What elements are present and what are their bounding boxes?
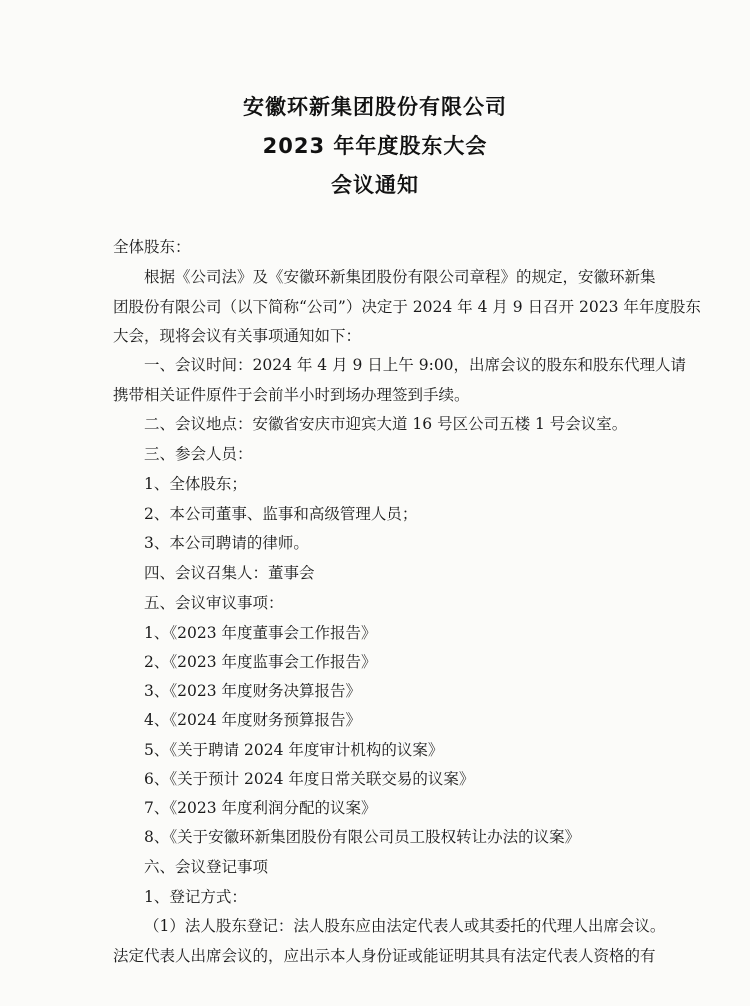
attendees-heading: 三、参会人员： xyxy=(144,445,253,463)
agenda-item: 4、《2024 年度财务预算报告》 xyxy=(144,711,361,729)
agenda-item: 7、《2023 年度利润分配的议案》 xyxy=(144,799,377,817)
meeting-time-cont: 携带相关证件原件于会前半小时到场办理签到手续。 xyxy=(113,386,470,404)
agenda-item: 2、《2023 年度监事会工作报告》 xyxy=(144,653,377,671)
intro-line: 大会，现将会议有关事项通知如下： xyxy=(113,327,362,345)
meeting-location: 二、会议地点：安徽省安庆市迎宾大道 16 号区公司五楼 1 号会议室。 xyxy=(144,415,628,433)
meeting-time: 一、会议时间：2024 年 4 月 9 日上午 9:00，出席会议的股东和股东代理人请 xyxy=(144,356,687,374)
legal-person-registration: （1）法人股东登记：法人股东应由法定代表人或其委托的代理人出席会议。 xyxy=(144,917,666,935)
company-title: 安徽环新集团股份有限公司 xyxy=(243,95,507,119)
agenda-item: 6、《关于预计 2024 年度日常关联交易的议案》 xyxy=(144,770,475,788)
attendee-item: 1、全体股东； xyxy=(144,475,247,493)
salutation: 全体股东： xyxy=(113,238,191,256)
meeting-title: 2023 年年度股东大会 xyxy=(262,134,488,158)
agenda-item: 3、《2023 年度财务决算报告》 xyxy=(144,682,361,700)
intro-line: 根据《公司法》及《安徽环新集团股份有限公司章程》的规定，安徽环新集 xyxy=(144,268,656,286)
convener: 四、会议召集人：董事会 xyxy=(144,564,315,582)
registration-method: 1、登记方式： xyxy=(144,888,247,906)
registration-heading: 六、会议登记事项 xyxy=(144,858,269,876)
notice-title: 会议通知 xyxy=(331,173,419,197)
agenda-item: 1、《2023 年度董事会工作报告》 xyxy=(144,624,377,642)
attendee-item: 3、本公司聘请的律师。 xyxy=(144,534,309,552)
intro-line: 团股份有限公司（以下简称“公司”）决定于 2024 年 4 月 9 日召开 2023 年年度股东 xyxy=(113,298,701,316)
attendee-item: 2、本公司董事、监事和高级管理人员； xyxy=(144,505,418,523)
agenda-item: 8、《关于安徽环新集团股份有限公司员工股权转让办法的议案》 xyxy=(144,828,581,846)
legal-person-registration-cont: 法定代表人出席会议的，应出示本人身份证或能证明其具有法定代表人资格的有 xyxy=(113,947,656,965)
agenda-item: 5、《关于聘请 2024 年度审计机构的议案》 xyxy=(144,741,444,759)
agenda-heading: 五、会议审议事项： xyxy=(144,594,284,612)
